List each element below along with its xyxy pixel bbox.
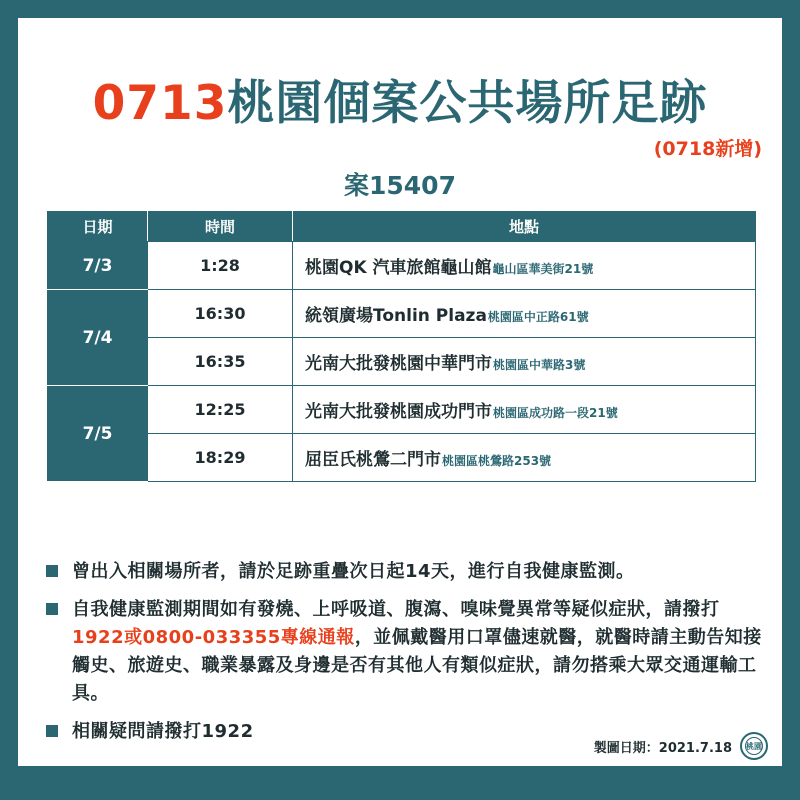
time-cell: 16:35 — [148, 338, 293, 386]
place-name: 桃園QK 汽車旅館龜山館 — [305, 258, 492, 278]
note-item — [46, 596, 766, 708]
note-segment: 曾出入相關場所者，請於足跡重疊次日起14天，進行自我健康監測。 — [72, 561, 635, 582]
table-row — [48, 338, 756, 386]
place-address: 桃園區中正路61號 — [487, 310, 589, 324]
header-date: 日期 — [48, 212, 148, 242]
square-bullet-icon — [46, 603, 58, 615]
place-cell — [293, 338, 756, 386]
table-row — [48, 434, 756, 482]
footer — [594, 732, 768, 760]
note-segment: 相關疑問請撥打1922 — [72, 721, 254, 742]
time-cell: 1:28 — [148, 242, 293, 290]
note-segment: ，並佩戴醫用口罩儘速就醫，就醫時請主動告知接觸史、旅遊史、職業暴露及身邊是否有其他人有類似症狀，請勿搭乘大眾交通運輸工具。 — [72, 627, 762, 704]
notes-list — [46, 558, 766, 756]
time-cell: 12:25 — [148, 386, 293, 434]
table-row — [48, 242, 756, 290]
time-cell: 18:29 — [148, 434, 293, 482]
seal-text: 桃園 — [745, 737, 763, 755]
date-cell: 7/5 — [48, 386, 148, 482]
note-text — [72, 596, 766, 708]
date-cell: 7/3 — [48, 242, 148, 290]
table-header-row — [48, 212, 756, 242]
place-address: 龜山區華美街21號 — [492, 262, 594, 276]
place-cell — [293, 290, 756, 338]
header-place: 地點 — [293, 212, 756, 242]
update-note: (0718新增) — [653, 138, 762, 160]
place-address: 桃園區成功路一段21號 — [493, 406, 618, 420]
title-date: 0713 — [92, 76, 228, 131]
case-label: 案15407 — [344, 171, 456, 200]
place-name: 光南大批發桃園成功門市 — [305, 402, 492, 422]
place-address: 桃園區中華路3號 — [493, 358, 586, 372]
place-cell — [293, 386, 756, 434]
table-row — [48, 290, 756, 338]
title-text: 桃園個案公共場所足跡 — [227, 76, 708, 131]
footprint-table — [47, 211, 756, 482]
taoyuan-seal-logo — [740, 732, 768, 760]
hotline-highlight: 1922或0800-033355專線通報 — [72, 627, 355, 648]
place-name: 光南大批發桃園中華門市 — [305, 354, 492, 374]
note-segment: 自我健康監測期間如有發燒、上呼吸道、腹瀉、嗅味覺異常等疑似症狀，請撥打 — [72, 599, 720, 620]
page-title — [18, 66, 782, 133]
header-time: 時間 — [148, 212, 293, 242]
time-cell: 16:30 — [148, 290, 293, 338]
note-text — [72, 558, 635, 586]
note-text — [72, 718, 254, 746]
square-bullet-icon — [46, 565, 58, 577]
place-name: 屈臣氏桃鶯二門市 — [305, 450, 441, 470]
table-row — [48, 386, 756, 434]
note-item — [46, 558, 766, 586]
poster-card — [18, 18, 782, 766]
made-date: 製圖日期：2021.7.18 — [593, 740, 732, 756]
place-cell — [293, 434, 756, 482]
place-name: 統領廣場Tonlin Plaza — [305, 306, 487, 326]
square-bullet-icon — [46, 725, 58, 737]
place-address: 桃園區桃鶯路253號 — [442, 454, 552, 468]
date-cell: 7/4 — [48, 290, 148, 386]
place-cell — [293, 242, 756, 290]
